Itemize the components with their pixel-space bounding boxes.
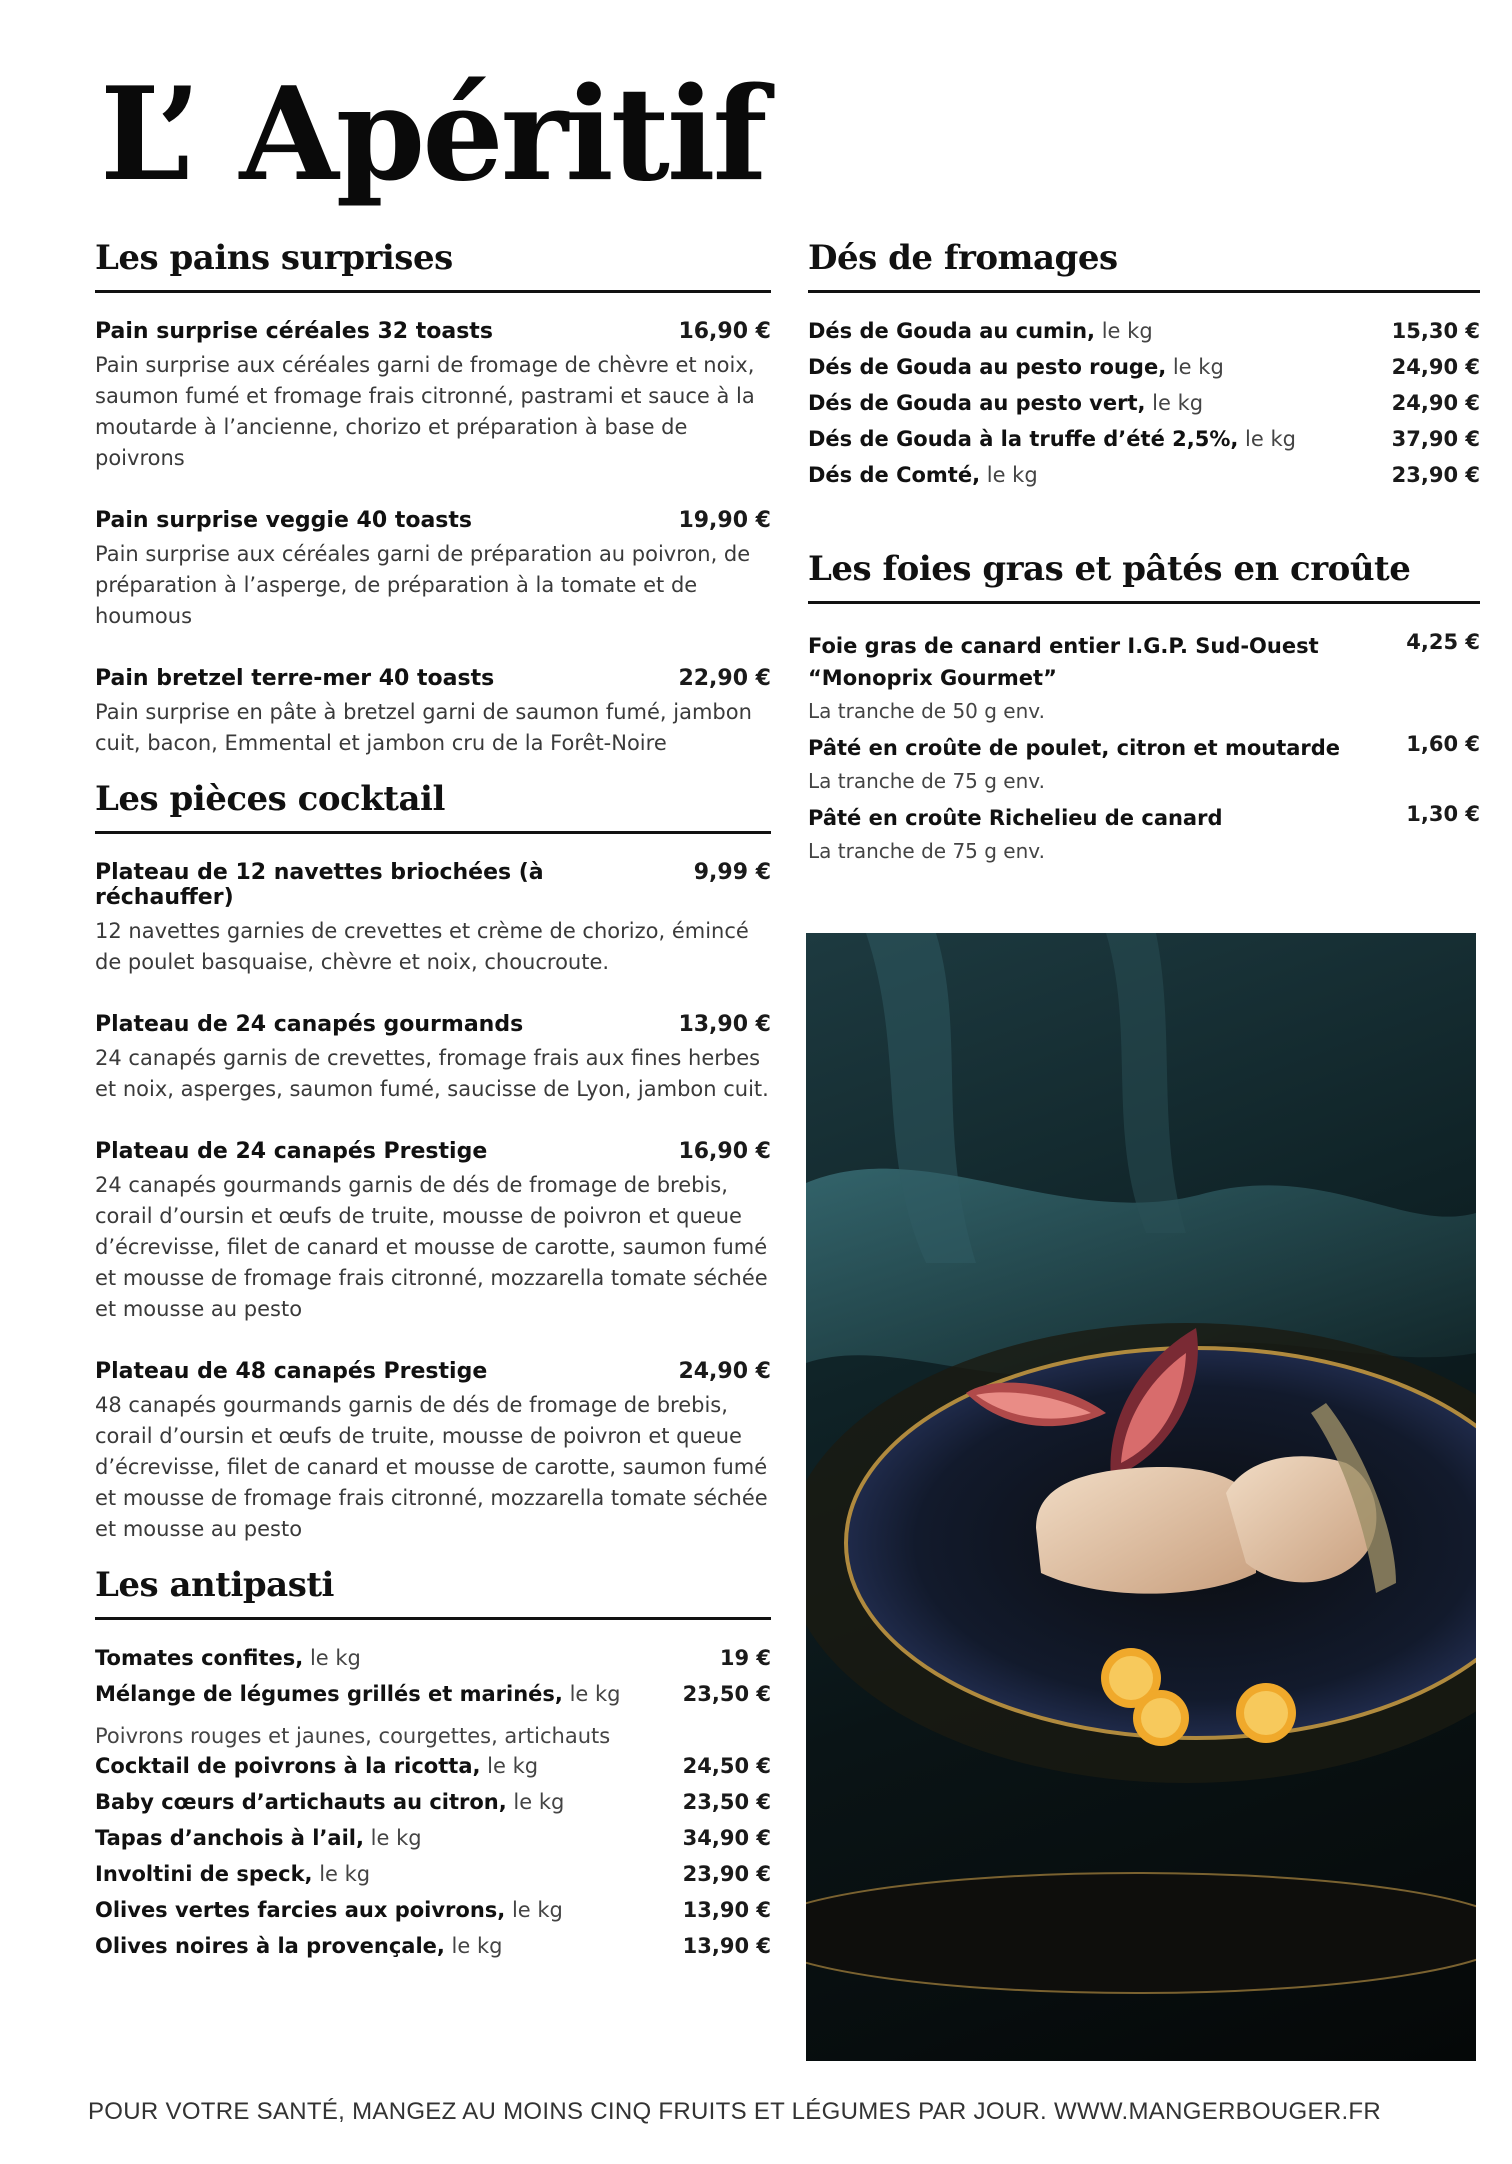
- item-description: Pain surprise en pâte à bretzel garni de saumon fumé, jambon cuit, bacon, Emmental et jambon cru de la Forêt-Noire: [95, 700, 752, 755]
- section-heading: Les antipasti: [95, 1565, 771, 1620]
- page-title: L’ Apéritif: [100, 60, 765, 210]
- section-heading: Les pains surprises: [95, 238, 771, 293]
- item-name: Dés de Gouda à la truffe d’été 2,5%,: [808, 427, 1239, 451]
- item-price: 19,90 €: [678, 508, 771, 533]
- item-unit: le kg: [1145, 391, 1204, 415]
- item-price: 19 €: [719, 1646, 771, 1670]
- list-item: [95, 1790, 771, 1826]
- section-antipasti: [95, 1565, 771, 1970]
- item-unit: le kg: [506, 1790, 565, 1814]
- right-column: [808, 238, 1480, 872]
- list-item: [95, 1934, 771, 1970]
- list-item: [808, 355, 1480, 391]
- item-description: La tranche de 75 g env.: [808, 839, 1045, 863]
- list-item: [95, 1754, 771, 1790]
- item-name: Foie gras de canard entier I.G.P. Sud-Ouest “Monoprix Gourmet”: [808, 634, 1319, 690]
- item-price: 24,90 €: [678, 1359, 771, 1384]
- item-price: 13,90 €: [682, 1934, 771, 1958]
- item-unit: le kg: [1095, 319, 1153, 343]
- footer-notice: POUR VOTRE SANTÉ, MANGEZ AU MOINS CINQ FRUITS ET LÉGUMES PAR JOUR. WWW.MANGERBOUGER.FR: [88, 2098, 1382, 2125]
- item-name: Dés de Gouda au pesto rouge,: [808, 355, 1167, 379]
- item-name: Pain surprise veggie 40 toasts: [95, 508, 472, 533]
- list-item: [808, 630, 1480, 728]
- item-price: 15,30 €: [1391, 319, 1480, 343]
- item-price: 37,90 €: [1391, 427, 1480, 451]
- list-item: [95, 1826, 771, 1862]
- item-unit: le kg: [444, 1934, 503, 1958]
- list-item: [808, 319, 1480, 355]
- item-description: 24 canapés garnis de crevettes, fromage frais aux fines herbes et noix, asperges, saumon fumé, saucisse de Lyon, jambon cuit.: [95, 1046, 769, 1101]
- item-price: 23,50 €: [682, 1790, 771, 1814]
- item-unit: le kg: [303, 1646, 361, 1670]
- item-name: Plateau de 12 navettes briochées (à réchauffer): [95, 860, 544, 910]
- section-pieces-cocktail: [95, 779, 771, 1545]
- item-unit: le kg: [1238, 427, 1296, 451]
- item-description: Pain surprise aux céréales garni de fromage de chèvre et noix, saumon fumé et fromage frais citronné, pastrami et sauce à la moutarde à l’ancienne, chorizo et préparation à base de poivrons: [95, 353, 755, 470]
- item-price: 4,25 €: [1406, 630, 1480, 654]
- item-name: Plateau de 48 canapés Prestige: [95, 1359, 488, 1384]
- item-price: 9,99 €: [693, 860, 771, 885]
- item-price: 24,90 €: [1391, 391, 1480, 415]
- item-name: Involtini de speck,: [95, 1862, 313, 1886]
- item-name: Plateau de 24 canapés Prestige: [95, 1139, 488, 1164]
- item-description: La tranche de 75 g env.: [808, 769, 1045, 793]
- section-pains-surprises: [95, 238, 771, 759]
- item-price: 1,30 €: [1406, 802, 1480, 826]
- item-name: Tapas d’anchois à l’ail,: [95, 1826, 364, 1850]
- item-name: Dés de Comté,: [808, 463, 981, 487]
- item-unit: le kg: [1166, 355, 1224, 379]
- item-description: 24 canapés gourmands garnis de dés de fromage de brebis, corail d’oursin et œufs de truite, mousse de poivron et queue d’écrevisse, filet de canard et mousse de carotte, saumon fumé et mousse de fromage frais citronné, mozzarella tomate séchée et mousse au pesto: [95, 1173, 768, 1321]
- item-price: 13,90 €: [682, 1898, 771, 1922]
- section-heading: Dés de fromages: [808, 238, 1480, 293]
- section-foies-gras: [808, 549, 1480, 868]
- menu-item: [95, 666, 771, 759]
- list-item: [808, 463, 1480, 499]
- photo-illustration: [806, 933, 1476, 2061]
- item-price: 16,90 €: [678, 1139, 771, 1164]
- list-item: [95, 1682, 771, 1718]
- list-item: [808, 802, 1480, 868]
- item-name: Dés de Gouda au cumin,: [808, 319, 1096, 343]
- item-price: 23,90 €: [1391, 463, 1480, 487]
- item-name: Pain bretzel terre-mer 40 toasts: [95, 666, 495, 691]
- menu-item: [95, 1012, 771, 1105]
- item-name: Olives noires à la provençale,: [95, 1934, 445, 1958]
- item-description: Poivrons rouges et jaunes, courgettes, artichauts: [95, 1724, 611, 1748]
- item-price: 16,90 €: [678, 319, 771, 344]
- item-description: Pain surprise aux céréales garni de préparation au poivron, de préparation à l’asperge, de préparation à la tomate et de houmous: [95, 542, 751, 628]
- item-price: 23,50 €: [682, 1682, 771, 1706]
- item-name: Pâté en croûte de poulet, citron et moutarde: [808, 736, 1341, 760]
- section-heading: Les foies gras et pâtés en croûte: [808, 549, 1480, 604]
- item-name: Mélange de légumes grillés et marinés,: [95, 1682, 563, 1706]
- item-unit: le kg: [480, 1754, 539, 1778]
- menu-item: [95, 1359, 771, 1545]
- item-name: Olives vertes farcies aux poivrons,: [95, 1898, 506, 1922]
- item-price: 13,90 €: [678, 1012, 771, 1037]
- list-item: [95, 1898, 771, 1934]
- item-unit: le kg: [312, 1862, 371, 1886]
- foie-gras-photo: [806, 933, 1476, 2061]
- item-name: Pain surprise céréales 32 toasts: [95, 319, 493, 344]
- item-unit: le kg: [562, 1682, 621, 1706]
- menu-item: [95, 319, 771, 474]
- section-des-de-fromages: [808, 238, 1480, 499]
- item-price: 23,90 €: [682, 1862, 771, 1886]
- menu-item: [95, 860, 771, 978]
- menu-item: [95, 508, 771, 632]
- section-heading: Les pièces cocktail: [95, 779, 771, 834]
- item-name: Dés de Gouda au pesto vert,: [808, 391, 1146, 415]
- list-item: [808, 391, 1480, 427]
- item-price: 24,50 €: [682, 1754, 771, 1778]
- list-item: [808, 732, 1480, 798]
- item-unit: le kg: [980, 463, 1038, 487]
- item-description: 48 canapés gourmands garnis de dés de fromage de brebis, corail d’oursin et œufs de truite, mousse de poivron et queue d’écrevisse, filet de canard et mousse de carotte, saumon fumé et mousse de fromage frais citronné, mozzarella tomate séchée et mousse au pesto: [95, 1393, 768, 1541]
- item-price: 34,90 €: [682, 1826, 771, 1850]
- item-price: 1,60 €: [1406, 732, 1480, 756]
- item-name: Baby cœurs d’artichauts au citron,: [95, 1790, 507, 1814]
- list-item: [95, 1646, 771, 1682]
- list-item: [95, 1862, 771, 1898]
- item-price: 24,90 €: [1391, 355, 1480, 379]
- item-description: La tranche de 50 g env.: [808, 699, 1045, 723]
- item-name: Plateau de 24 canapés gourmands: [95, 1012, 524, 1037]
- item-name: Tomates confites,: [95, 1646, 304, 1670]
- item-price: 22,90 €: [678, 666, 771, 691]
- item-unit: le kg: [505, 1898, 563, 1922]
- item-unit: le kg: [363, 1826, 422, 1850]
- item-name: Pâté en croûte Richelieu de canard: [808, 806, 1223, 830]
- item-name: Cocktail de poivrons à la ricotta,: [95, 1754, 481, 1778]
- item-description: 12 navettes garnies de crevettes et crème de chorizo, émincé de poulet basquaise, chèvre et noix, choucroute.: [95, 919, 749, 974]
- list-item: [808, 427, 1480, 463]
- left-column: [95, 238, 771, 1970]
- menu-item: [95, 1139, 771, 1325]
